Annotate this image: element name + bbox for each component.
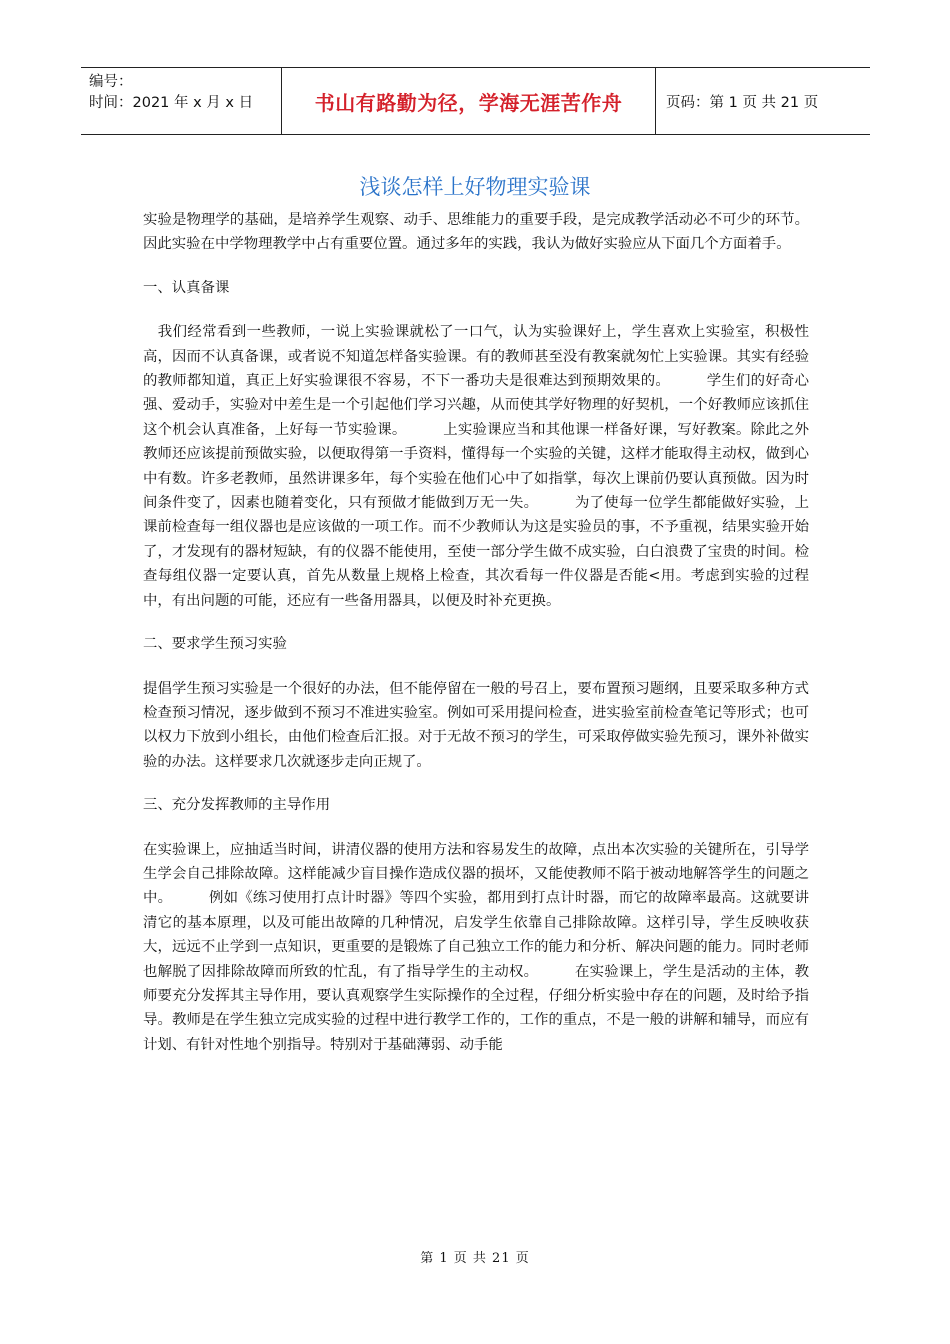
section-heading-1: 一、认真备课	[143, 279, 230, 296]
document-number-label: 编号：	[89, 74, 133, 90]
document-date: 时间：2021 年 x 月 x 日	[89, 95, 254, 111]
document-body	[143, 208, 809, 1057]
document-title: 浅谈怎样上好物理实验课	[359, 175, 591, 199]
section-heading-2: 二、要求学生预习实验	[143, 636, 287, 653]
intro-paragraph: 实验是物理学的基础，是培养学生观察、动手、思维能力的重要手段，是完成教学活动必不可少的环节。因此实验在中学物理教学中占有重要位置。通过多年的实践，我认为做好实验应从下面几个方面着手。	[143, 212, 809, 253]
section-paragraph-3: 在实验课上，应抽适当时间，讲清仪器的使用方法和容易发生的故障，点出本次实验的关键所在，引导学生学会自己排除故障。这样能减少盲目操作造成仪器的损坏，又能使教师不陷于被动地解答学生的问题之中。 例如《练习使用打点计时器》等四个实验，都用到打点计时器，而它的故障率最高。这就要讲清它的基本原理，以及可能出故障的几种情况，启发学生依靠自己排除故障。这样引导，学生反映收获大，远远不止学到一点知识，更重要的是锻炼了自己独立工作的能力和分析、解决问题的能力。同时老师也解脱了因排除故障而所致的忙乱，有了指导学生的主动权。 在实验课上，学生是活动的主体，教师要充分发挥其主导作用，要认真观察学生实际操作的全过程，仔细分析实验中存在的问题，及时给予指导。教师是在学生独立完成实验的过程中进行教学工作的，工作的重点，不是一般的讲解和辅导，而应有计划、有针对性地个别指导。特别对于基础薄弱、动手能	[143, 841, 809, 1053]
header-meta-cell	[81, 68, 282, 134]
header-table	[81, 67, 870, 135]
page-footer: 第 1 页 共 21 页	[420, 1251, 530, 1266]
section-heading-3: 三、充分发挥教师的主导作用	[143, 797, 331, 814]
section-paragraph-1: 我们经常看到一些教师，一说上实验课就松了一口气，认为实验课好上，学生喜欢上实验室，积极性高，因而不认真备课，或者说不知道怎样备实验课。有的教师甚至没有教案就匆忙上实验课。其实有经验的教师都知道，真正上好实验课很不容易，不下一番功夫是很难达到预期效果的。 学生们的好奇心强、爱动手，实验对中差生是一个引起他们学习兴趣，从而使其学好物理的好契机，一个好教师应该抓住这个机会认真准备，上好每一节实验课。 上实验课应当和其他课一样备好课，写好教案。除此之外教师还应该提前预做实验，以便取得第一手资料，懂得每一个实验的关键，这样才能取得主动权，做到心中有数。许多老教师，虽然讲课多年，每个实验在他们心中了如指掌，每次上课前仍要认真预做。因为时间条件变了，因素也随着变化，只有预做才能做到万无一失。 为了使每一位学生都能做好实验，上课前检查每一组仪器也是应该做的一项工作。而不少教师认为这是实验员的事，不予重视，结果实验开始了，才发现有的器材短缺，有的仪器不能使用，至使一部分学生做不成实验，白白浪费了宝贵的时间。检查每组仪器一定要认真，首先从数量上规格上检查，其次看每一件仪器是否能<用。考虑到实验的过程中，有出问题的可能，还应有一些备用器具，以便及时补充更换。	[143, 324, 809, 609]
section-paragraph-2: 提倡学生预习实验是一个很好的办法，但不能停留在一般的号召上，要布置预习题纲，且要采取多种方式检查预习情况，逐步做到不预习不准进实验室。例如可采用提问检查，进实验室前检查笔记等形式；也可以权力下放到小组长，由他们检查后汇报。对于无故不预习的学生，可采取停做实验先预习，课外补做实验的办法。这样要求几次就逐步走向正规了。	[143, 680, 809, 770]
header-motto: 书山有路勤为径，学海无涯苦作舟	[282, 68, 656, 134]
header-page-info: 页码：第 1 页 共 21 页	[666, 94, 819, 111]
